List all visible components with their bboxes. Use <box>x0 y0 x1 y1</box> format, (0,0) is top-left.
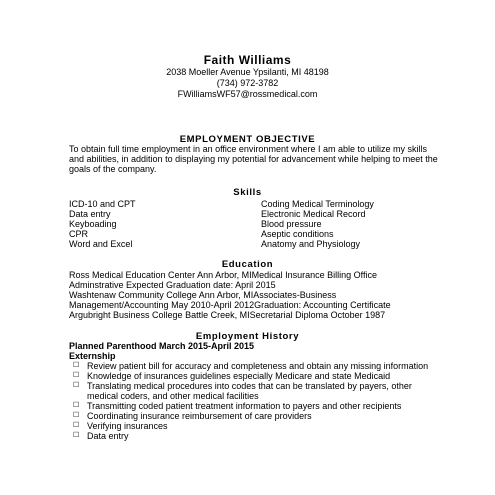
employer-line: Planned Parenthood March 2015-April 2015 <box>69 341 255 351</box>
checkbox-icon: ☐ <box>73 422 80 429</box>
education-line: Ross Medical Education Center Ann Arbor, MIMedical Insurance Billing Office <box>69 270 377 280</box>
address: 2038 Moeller Avenue Ypsilanti, MI 48198 <box>166 67 329 77</box>
education-line: Management/Accounting May 2010-April 2012Graduation: Accounting Certificate <box>69 300 391 310</box>
objective-text: To obtain full time employment in an office environment where I am able to utilize my skills and abilities, in addition to displaying my potential for advancement while helping to meet the goals of the company. <box>69 144 438 174</box>
skills-heading: Skills <box>233 187 262 198</box>
skill-item: CPR <box>69 229 89 239</box>
checkbox-icon: ☐ <box>73 432 80 439</box>
list-item <box>73 401 443 411</box>
list-item <box>73 431 443 441</box>
education-line: Washtenaw Community College Ann Arbor, MIAssociates-Business <box>69 290 337 300</box>
skill-item: Keyboading <box>69 219 117 229</box>
skills-list <box>69 199 439 249</box>
skill-item: Blood pressure <box>261 219 322 229</box>
employment-heading: Employment History <box>195 331 300 342</box>
duty-text: Knowledge of insurances guidelines especially Medicare and state Medicaid <box>87 371 391 381</box>
skill-row <box>69 239 439 249</box>
skill-item: Anatomy and Physiology <box>261 239 361 249</box>
skill-row <box>69 219 439 229</box>
duty-text: Review patient bill for accuracy and completeness and obtain any missing information <box>87 361 429 371</box>
list-item <box>73 411 443 421</box>
skill-row <box>69 209 439 219</box>
education-line: Argubright Business College Battle Creek, MISecretarial Diploma October 1987 <box>69 310 386 320</box>
skill-item: Coding Medical Terminology <box>261 199 374 209</box>
list-item <box>73 421 443 431</box>
checkbox-icon: ☐ <box>73 382 80 389</box>
duty-text: Coordinating insurance reimbursement of care providers <box>87 411 312 421</box>
checkbox-icon: ☐ <box>73 412 80 419</box>
skill-item: Word and Excel <box>69 239 133 249</box>
duty-text: Transmitting coded patient treatment information to payers and other recipients <box>87 401 402 411</box>
applicant-name: Faith Williams <box>203 53 292 67</box>
duty-list <box>73 361 443 441</box>
skill-item: Data entry <box>69 209 111 219</box>
list-item <box>73 361 443 371</box>
position-title: Externship <box>69 351 116 361</box>
skill-item: Aseptic conditions <box>261 229 334 239</box>
checkbox-icon: ☐ <box>73 362 80 369</box>
objective-heading: EMPLOYMENT OBJECTIVE <box>179 134 316 145</box>
list-item <box>73 371 443 381</box>
checkbox-icon: ☐ <box>73 372 80 379</box>
education-line: Adminstrative Expected Graduation date: April 2015 <box>69 280 276 290</box>
list-item <box>73 381 443 401</box>
duty-text: Verifying insurances <box>87 421 168 431</box>
email: FWilliamsWF57@rossmedical.com <box>177 89 318 99</box>
skill-item: Electronic Medical Record <box>261 209 366 219</box>
checkbox-icon: ☐ <box>73 402 80 409</box>
skill-item: ICD-10 and CPT <box>69 199 136 209</box>
phone: (734) 972-3782 <box>216 78 279 88</box>
skill-row <box>69 229 439 239</box>
skill-row <box>69 199 439 209</box>
duty-text: Data entry <box>87 431 129 441</box>
education-heading: Education <box>221 259 274 270</box>
duty-text: Translating medical procedures into codes that can be translated by payers, other medical coders, and other medical facilities <box>87 381 412 401</box>
